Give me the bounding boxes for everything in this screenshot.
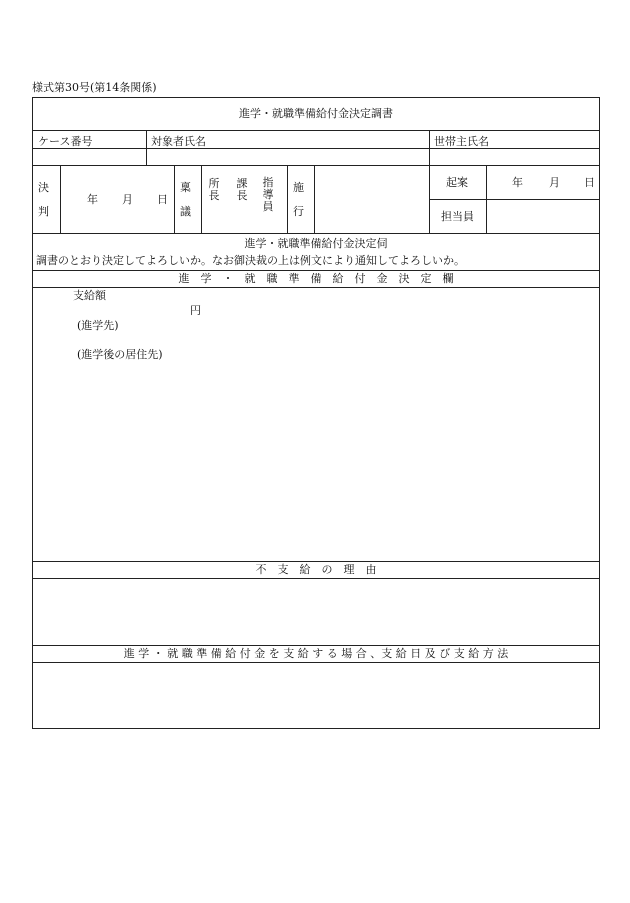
decision-date-field[interactable]	[61, 166, 173, 232]
divider	[201, 165, 202, 233]
residence-label: (進学後の居住先)	[77, 348, 163, 361]
divider	[287, 165, 288, 233]
inquiry-title: 進学・就職準備給付金決定伺	[244, 237, 388, 250]
enforce-label-1: 施	[293, 181, 304, 194]
draft-year-label: 年	[512, 176, 523, 189]
method-field[interactable]	[33, 663, 599, 728]
divider	[146, 130, 147, 165]
decision-year-label: 年	[87, 193, 98, 206]
submit-label-1: 稟	[180, 181, 191, 194]
case-number-field[interactable]	[33, 149, 145, 165]
decision-label-1: 決	[38, 181, 49, 194]
staff-field[interactable]	[487, 200, 599, 232]
guidance-staff-label-char: 指	[262, 176, 274, 189]
reason-section-title: 不 支 給 の 理 由	[255, 563, 377, 576]
guidance-staff-label-char: 導	[262, 188, 274, 201]
household-head-label: 世帯主氏名	[434, 135, 489, 148]
decision-section-title: 進 学 ・ 就 職 準 備 給 付 金 決 定 欄	[178, 272, 454, 285]
method-section-title: 進 学 ・ 就 職 準 備 給 付 金 を 支 給 す る 場 合 、支 給 日 及 び 支 給 方 法	[123, 647, 509, 660]
decision-month-label: 月	[122, 193, 133, 206]
divider	[174, 165, 175, 233]
reason-field[interactable]	[33, 579, 599, 644]
school-label: (進学先)	[77, 319, 119, 332]
guidance-staff-label	[262, 177, 274, 213]
director-label	[208, 178, 220, 202]
divider	[429, 130, 430, 165]
household-head-field[interactable]	[430, 149, 599, 165]
divider	[32, 561, 600, 562]
yen-unit: 円	[190, 304, 201, 317]
section-chief-label-char: 課	[236, 177, 248, 190]
draft-label: 起案	[446, 176, 468, 189]
enforce-label-2: 行	[293, 205, 304, 218]
staff-label: 担当員	[441, 210, 474, 223]
amount-label: 支給額	[73, 289, 106, 302]
section-chief-label	[236, 178, 248, 202]
case-number-label: ケース番号	[38, 135, 93, 148]
director-label-char: 所	[208, 177, 220, 190]
enforce-date-field[interactable]	[315, 166, 428, 232]
divider	[32, 645, 600, 646]
divider	[32, 270, 600, 271]
decision-day-label: 日	[157, 193, 168, 206]
divider	[32, 233, 600, 234]
guidance-staff-label-char: 員	[262, 200, 274, 213]
decision-label-2: 判	[38, 205, 49, 218]
inquiry-text: 調書のとおり決定してよろしいか。なお御決裁の上は例文により通知してよろしいか。	[36, 254, 465, 267]
draft-date-field[interactable]	[487, 166, 599, 199]
subject-name-field[interactable]	[147, 149, 427, 165]
decision-content-field[interactable]	[33, 288, 599, 560]
divider	[32, 130, 600, 131]
section-chief-label-char: 長	[236, 189, 248, 202]
submit-label-2: 議	[180, 205, 191, 218]
director-label-char: 長	[208, 189, 220, 202]
form-title: 進学・就職準備給付金決定調書	[239, 107, 393, 120]
draft-day-label: 日	[584, 176, 595, 189]
subject-name-label: 対象者氏名	[151, 135, 206, 148]
form-number: 様式第30号(第14条関係)	[32, 81, 157, 94]
draft-month-label: 月	[549, 176, 560, 189]
